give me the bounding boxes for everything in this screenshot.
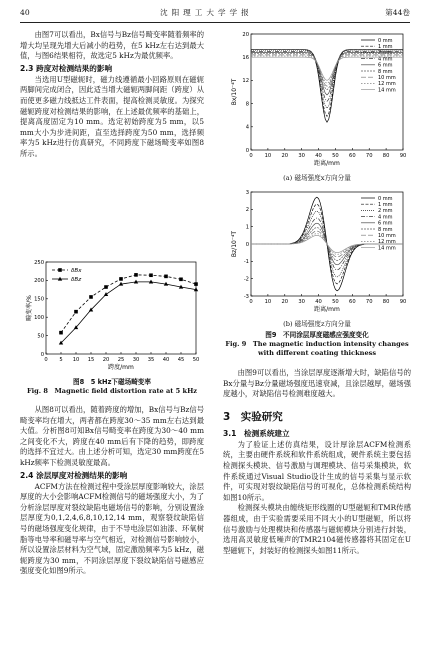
fig8-y-tick-label: 50 xyxy=(37,333,44,340)
fig8-y-axis-label: 畸变率/% xyxy=(26,295,33,321)
paragraph-span-intro: 当选用U型磁轭时，磁力线遵循最小回路原则在磁轭两脚间完成闭合，因此适当增大磁轭两脚间距（跨度）从而使更多磁力线抵达工件表面，提高检测灵敏度。为探究磁轭跨度对检测结果的影响，在上述最优频率的基础上，提离高度固定为10 mm。选定初始跨度为5 mm，以5 mm大小为步进间距，直至选择跨度为50 mm，选择频率为5 kHz进行仿真研究，不同跨度下磁场畸变率如图8所示。 xyxy=(20,74,204,158)
fig9a-y-tick-label: 20 xyxy=(242,31,249,38)
fig8-y-tick-label: 100 xyxy=(34,315,44,321)
fig8-series-0-point xyxy=(59,331,63,335)
fig8-x-tick-label: 20 xyxy=(102,357,110,363)
fig9a-y-axis-label: Bx/10⁻⁴T xyxy=(231,78,238,106)
paragraph-fig7-analysis: 由图7可以看出，Bx信号与Bz信号畸变率随着频率的增大均呈现先增大后减小的趋势，在5 kHz左右达到最大值，与图6结果相符，故选定5 kHz为最优频率。 xyxy=(20,30,204,61)
fig9a-legend-label: 2 mm xyxy=(378,50,393,57)
fig9b-legend-label: 0 mm xyxy=(378,195,393,202)
fig8-x-tick-label: 0 xyxy=(44,357,48,363)
fig8-legend-label: δBx xyxy=(71,268,82,274)
fig9a-legend-label: 14 mm xyxy=(378,87,396,94)
fig8-series-0-point xyxy=(74,310,78,314)
section-3-1-title: 3.1 检测系统建立 xyxy=(223,428,290,438)
fig9b-y-tick-label: 2 xyxy=(245,207,249,214)
fig9-caption-en-2: with different coating thickness xyxy=(257,349,377,358)
fig8-x-tick-label: 15 xyxy=(87,357,95,363)
fig9b-x-tick-label: 30 xyxy=(298,299,305,305)
fig9a-x-axis-label: 距离/mm xyxy=(314,160,340,167)
paragraph-fig9-analysis: 由图9可以看出，当涂层厚度逐渐增大时，缺陷信号的Bx分量与Bz分量磁场强度迅速衰减，且涂层越厚，磁场强度越小，对缺陷信号检测难度越大。 xyxy=(223,368,411,399)
section-2-4-title: 2.4 涂层厚度对检测结果的影响 xyxy=(20,470,128,480)
fig9b-y-tick-label: -1 xyxy=(243,259,249,266)
fig8-x-tick-label: 40 xyxy=(162,357,170,363)
fig8-x-tick-label: 35 xyxy=(147,357,155,363)
fig9a-legend-label: 4 mm xyxy=(378,56,393,63)
fig9b-x-tick-label: 20 xyxy=(281,299,289,305)
fig9a-legend-label: 1 mm xyxy=(378,44,393,50)
fig9b-legend-label: 6 mm xyxy=(378,220,393,227)
fig8-series-0-point xyxy=(179,277,183,281)
fig8-series-0-point xyxy=(104,285,108,289)
fig9b-y-tick-label: 1 xyxy=(245,224,249,231)
fig8-chart xyxy=(22,258,202,376)
fig9a-chart xyxy=(223,30,411,174)
fig8-legend-label: δBz xyxy=(71,277,82,283)
fig9b-chart xyxy=(223,188,411,320)
fig9b-x-tick-label: 40 xyxy=(315,299,322,305)
page-number: 40 xyxy=(20,8,30,17)
fig9a-x-tick-label: 70 xyxy=(365,153,373,159)
fig9a-legend-label: 8 mm xyxy=(378,68,393,75)
fig9a-y-tick-label: 16 xyxy=(242,55,249,61)
left-column-bottom xyxy=(20,405,204,577)
fig9b-x-tick-label: 80 xyxy=(382,299,390,305)
fig9a-legend-label: 10 mm xyxy=(378,75,396,81)
fig9-caption-cn: 图9 不同涂层厚度磁感应强度变化 xyxy=(265,331,369,339)
fig9b-y-axis-label: Bz/10⁻⁴T xyxy=(231,230,238,258)
fig9-caption xyxy=(223,331,411,359)
fig9b-legend-label: 4 mm xyxy=(378,214,393,221)
fig8-caption-cn: 图8 5 kHz下磁场畸变率 xyxy=(73,378,151,386)
volume-label: 第44卷 xyxy=(385,8,410,17)
fig8-series-1-point xyxy=(104,292,108,296)
fig9b-legend-label: 1 mm xyxy=(378,202,393,208)
journal-title: 沈阳理工大学学报 xyxy=(160,8,253,17)
fig8-x-tick-label: 5 xyxy=(59,357,63,363)
fig9a-legend-label: 6 mm xyxy=(378,62,393,69)
fig8-plot-frame xyxy=(46,262,196,354)
fig8-series-0-point xyxy=(194,282,198,286)
fig9a-y-tick-label: 4 xyxy=(245,124,249,131)
paragraph-coating-intro: ACFM方法在检测过程中受涂层厚度影响较大，涂层厚度的大小会影响ACFM检测信号的磁场强度大小，为了分析涂层厚度对裂纹缺陷电磁场信号的影响，分别设置涂层厚度为0,1,2,4,6,8,10,12,14 mm，观察裂纹缺陷信号的磁场强度变化规律，由于不导电涂层如油漆、环氧树脂等电导率和磁导率与空气相近，对检测信号影响较小，所以设置涂层材料为空气域，固定激励频率为5 kHz，磁轭跨度为30 mm，不同涂层厚度下裂纹缺陷信号磁感应强度变化如图9所示。 xyxy=(20,481,204,576)
fig9b-subcaption: (b) 磁场强度z方向分量 xyxy=(283,320,351,328)
fig9a-x-tick-label: 60 xyxy=(349,153,356,159)
fig8-x-tick-label: 30 xyxy=(132,357,140,363)
fig9a-x-tick-label: 50 xyxy=(332,153,339,159)
paragraph-fig8-analysis: 从图8可以看出，随着跨度的增加，Bx信号与Bz信号畸变率均在增大，两者都在跨度30～35 mm左右达到最大值。分析图8可知Bx信号畸变率在跨度为30～40 mm之间变化不大，跨度在40 mm后有下降的趋势，即跨度的选择不宜过大。由上述分析可知，选定30 mm跨度在5 kHz频率下检测灵敏度最高。 xyxy=(20,405,204,467)
fig9b-legend-label: 2 mm xyxy=(378,208,393,215)
fig8-x-axis-label: 跨度/mm xyxy=(108,364,134,371)
fig9b-legend-label: 12 mm xyxy=(378,239,396,246)
fig8-series-0-line xyxy=(61,275,196,333)
fig9a-legend-label: 0 mm xyxy=(378,37,393,44)
fig9b-x-tick-label: 0 xyxy=(249,299,253,305)
paragraph-probe-module: 检测探头模块由缠绕矩形线圈的U型磁轭和TMR传感器组成，由于实验需要采用不同大小的U型磁轭，所以将信号激励与处理模块和传感器与磁轭模块分别进行封装，选用高灵敏度低噪声的TMR2104磁传感器将其固定在U型磁轭下，封装好的检测探头如图11所示。 xyxy=(223,503,411,555)
fig9a-subcaption: (a) 磁场强度x方向分量 xyxy=(283,174,351,182)
fig8-y-tick-label: 150 xyxy=(34,296,44,303)
section-2-3-title: 2.3 跨度对检测结果的影响 xyxy=(20,63,113,73)
fig9a-x-tick-label: 80 xyxy=(382,153,390,159)
fig9b-x-tick-label: 70 xyxy=(365,299,373,305)
fig8-caption-en: Fig. 8 Magnetic field distortion rate at 5 kHz xyxy=(26,387,198,396)
fig9a-x-tick-label: 20 xyxy=(281,153,289,159)
right-column-text xyxy=(223,368,411,556)
fig8-series-0-point xyxy=(164,275,168,279)
fig9a-x-tick-label: 40 xyxy=(315,153,322,159)
fig9-caption-en-1: Fig. 9 The magnetic induction intensity changes xyxy=(225,340,409,349)
fig9b-x-tick-label: 50 xyxy=(332,299,339,305)
fig9a-x-tick-label: 10 xyxy=(264,153,272,159)
fig8-caption xyxy=(20,378,204,396)
fig9a-legend-label: 12 mm xyxy=(378,81,396,88)
fig8-series-0-point xyxy=(149,273,153,277)
fig9b-y-tick-label: -3 xyxy=(243,293,249,300)
fig9b-legend-label: 8 mm xyxy=(378,226,393,233)
fig9b-x-tick-label: 90 xyxy=(399,299,407,305)
fig9b-y-tick-label: 0 xyxy=(245,241,249,248)
fig8-y-tick-label: 0 xyxy=(40,351,44,358)
fig8-series-1-line xyxy=(61,282,196,343)
header-rule xyxy=(20,22,410,23)
fig8-x-tick-label: 45 xyxy=(177,357,185,363)
fig8-series-0-point xyxy=(89,295,93,299)
fig9b-y-tick-label: 3 xyxy=(245,189,249,196)
fig9a-x-tick-label: 0 xyxy=(249,153,253,159)
fig9b-legend-label: 14 mm xyxy=(378,245,396,252)
paragraph-system-design: 为了验证上述仿真结果，设计厚涂层ACFM检测系统，主要由硬件系统和软件系统组成，硬件系统主要包括检测探头模块、信号激励与调理模块、信号采集模块，软件系统通过Visual Studio设计生成的信号采集与显示软件，可实现对裂纹缺陷信号的可视化，总体检测系统结构如图10所示。 xyxy=(223,439,411,502)
left-column-top xyxy=(20,30,204,160)
fig9a-y-tick-label: 0 xyxy=(245,147,249,154)
page-header xyxy=(20,8,410,20)
fig9b-x-axis-label: 距离/mm xyxy=(314,306,340,313)
fig9a-y-tick-label: 12 xyxy=(242,78,249,85)
fig8-x-tick-label: 10 xyxy=(72,357,80,363)
fig9b-x-tick-label: 10 xyxy=(264,299,272,305)
fig8-x-tick-label: 25 xyxy=(117,357,125,363)
fig8-x-tick-label: 50 xyxy=(192,357,200,363)
fig8-series-0-point xyxy=(119,277,123,281)
fig9a-x-tick-label: 90 xyxy=(399,153,407,159)
fig8-y-tick-label: 250 xyxy=(34,259,44,266)
fig8-legend-marker xyxy=(58,268,62,272)
fig9a-y-tick-label: 8 xyxy=(245,101,249,108)
fig8-y-tick-label: 200 xyxy=(34,278,44,285)
fig9a-x-tick-label: 30 xyxy=(298,153,305,159)
fig9b-legend-label: 10 mm xyxy=(378,233,396,239)
fig9b-x-tick-label: 60 xyxy=(349,299,356,305)
fig8-series-0-point xyxy=(134,273,138,277)
fig9b-y-tick-label: -2 xyxy=(243,276,249,283)
section-3-title: 3 实验研究 xyxy=(223,410,283,423)
